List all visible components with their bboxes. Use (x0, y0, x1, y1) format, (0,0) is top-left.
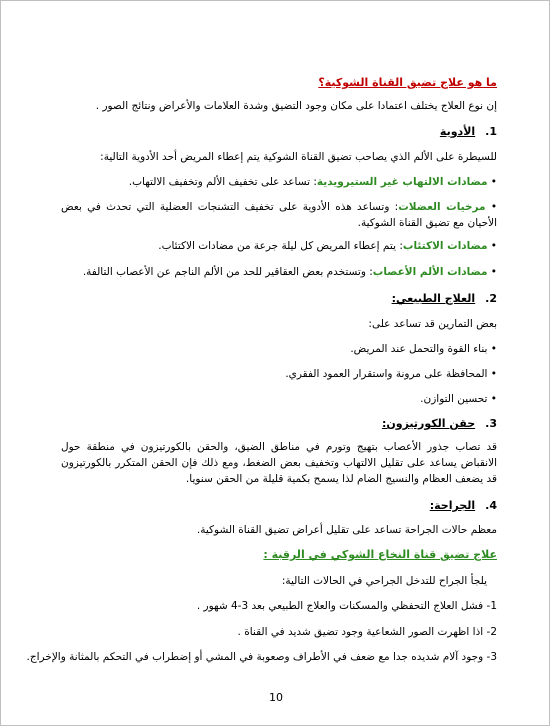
bullet-nerve-pain-term: مضادات الألم الأعصاب (372, 266, 488, 278)
section-1-heading (440, 125, 497, 139)
bullet-antidepressants-term: مضادات الاكتئاب (402, 240, 488, 252)
section-2-heading (392, 292, 497, 306)
bullet-nerve-pain-text: : وتستخدم بعض العقاقير للحد من الألم الناجم عن الأعصاب التالفة. (82, 266, 373, 278)
bullet-strength-text: بناء القوة والتحمل عند المريض. (350, 343, 488, 355)
cervical-item-2: 2- اذا اظهرت الصور الشعاعية وجود تضيق شديد في القناة . (237, 626, 497, 638)
page-number: 10 (269, 691, 283, 704)
bullet-strength: • بناء القوة والتحمل عند المريض. (350, 343, 497, 355)
bullet-flexibility: • المحافظة على مرونة واستقرار العمود الفقري. (285, 368, 497, 380)
section-3-number: 3. (485, 417, 497, 430)
section-1-number: 1. (485, 125, 497, 138)
section-4-lead: معظم حالات الجراحة تساعد على تقليل أعراض تضيق القناة الشوكية. (196, 524, 497, 536)
intro-text: إن نوع العلاج يختلف اعتمادا على مكان وجود التضيق وشدة العلامات والأعراض ونتائج الصور . (95, 100, 497, 112)
cervical-item-1: 1- فشل العلاج التحفظي والمسكنات والعلاج الطبيعي بعد 3-4 شهور . (196, 600, 497, 612)
section-2-number: 2. (485, 292, 497, 305)
section-4-title: الجراحة: (429, 499, 476, 512)
section-4-heading (430, 499, 497, 513)
cervical-heading: علاج تضيق قناة النخاع الشوكي في الرقبة : (263, 548, 497, 561)
bullet-nsaids-text: : تساعد على تخفيف الألم وتخفيف الالتهاب. (128, 176, 317, 188)
cervical-lead: يلجأ الجراح للتدخل الجراحي في الحالات التالية: (281, 575, 487, 587)
bullet-antidepressants-text: : يتم إعطاء المريض كل ليلة جرعة من مضادات الاكتئاب. (158, 240, 403, 252)
page-title: ما هو علاج تضيق القناة الشوكية؟ (318, 76, 497, 89)
section-3-title: حقن الكورتيزون: (381, 417, 476, 430)
section-1-title: الأدوية (439, 125, 476, 138)
bullet-flexibility-text: المحافظة على مرونة واستقرار العمود الفقري. (285, 368, 488, 380)
bullet-muscle-relaxants-text: : وتساعد هذه الأدوية على تخفيف التشنجات العضلية التي تحدث في بعض الأحيان مع تضيق القناة الشوكية. (61, 201, 497, 229)
bullet-antidepressants: • مضادات الاكتئاب: يتم إعطاء المريض كل ليلة جرعة من مضادات الاكتئاب. (158, 240, 497, 252)
bullet-muscle-relaxants-term: مرخيات العضلات (398, 201, 486, 213)
section-3-text: قد تصاب جذور الأعصاب بتهيج وتورم في مناطق الضيق، والحقن بالكورتيزون في منطقة حول الانقباض يساعد على تقليل الالتهاب وتخفيف بعض الضغط، ومع ذلك فإن الحقن المتكرر بالكورتيزون قد يضعف العظام والنسيج الضام لذا يسمح بكمية قليلة من الحقن سنويا. (61, 441, 497, 485)
cervical-item-3: 3- وجود آلام شديده جدا مع ضعف في الأطراف وصعوبة في المشي أو إضطراب في التحكم بالمثانة والإخراج. (26, 651, 497, 663)
bullet-nerve-pain: • مضادات الألم الأعصاب: وتستخدم بعض العقاقير للحد من الألم الناجم عن الأعصاب التالفة. (82, 266, 497, 278)
bullet-balance-text: تحسين التوازن. (420, 393, 488, 405)
section-4-number: 4. (485, 499, 497, 512)
section-2-lead: بعض التمارين قد تساعد على: (368, 318, 497, 330)
bullet-muscle-relaxants: • مرخيات العضلات: وتساعد هذه الأدوية على تخفيف التشنجات العضلية التي تحدث في بعض الأحيان مع تضيق القناة الشوكية. (61, 201, 498, 229)
section-3-heading (382, 417, 497, 431)
bullet-nsaids-term: مضادات الالتهاب غير الستيرويدية (316, 176, 488, 188)
bullet-balance: • تحسين التوازن. (420, 393, 497, 405)
bullet-nsaids: • مضادات الالتهاب غير الستيرويدية: تساعد على تخفيف الألم وتخفيف الالتهاب. (128, 176, 497, 188)
section-1-lead: للسيطرة على الألم الذي يصاحب تضيق القناة الشوكية يتم إعطاء المريض أحد الأدوية التالية: (100, 151, 497, 163)
section-2-title: العلاج الطبيعي: (391, 292, 476, 305)
